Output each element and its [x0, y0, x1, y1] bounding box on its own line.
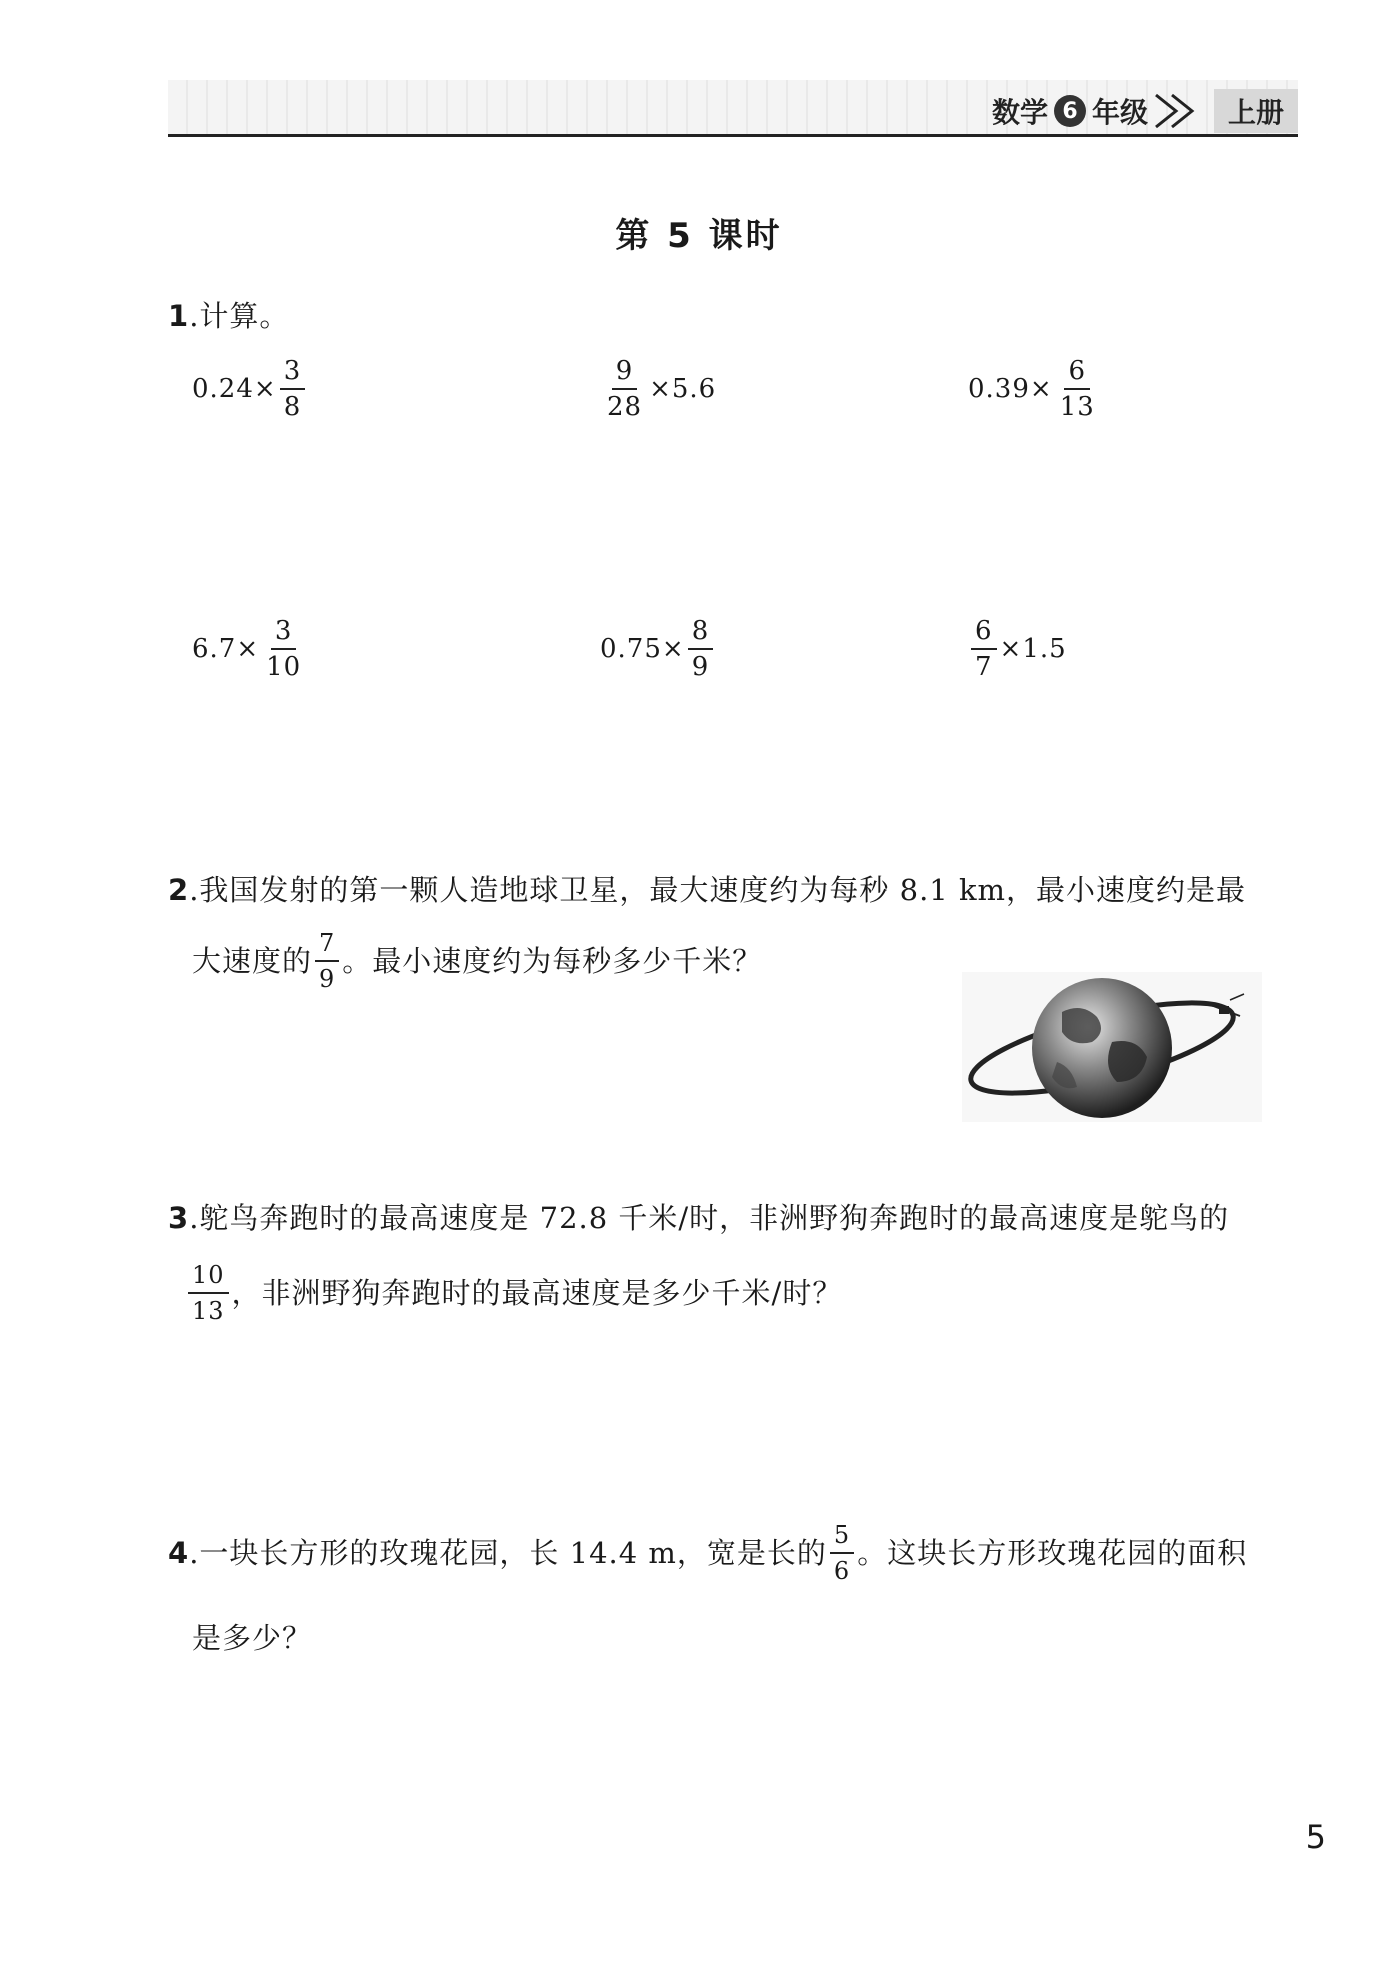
denominator: 10 [266, 652, 302, 682]
lesson-title: 第 5 课时 [615, 216, 783, 256]
book-header [992, 88, 1298, 134]
question-prompt: .计算。 [189, 299, 290, 333]
question-3-line-2 [188, 1260, 842, 1326]
denominator: 7 [975, 652, 993, 682]
calc-item-6 [968, 616, 1067, 682]
calc-item-3 [968, 356, 1102, 422]
question-text: .一块长方形的玫瑰花园，长 14.4 m，宽是长的 [189, 1536, 827, 1570]
calc-item-1 [192, 356, 308, 422]
page-number: 5 [1305, 1818, 1326, 1856]
denominator: 8 [283, 392, 302, 422]
denominator: 9 [319, 965, 336, 993]
question-number: 3 [168, 1201, 190, 1235]
question-text: 是多少？ [192, 1621, 313, 1655]
question-3-line-1 [168, 1198, 1229, 1238]
question-text: 。这块长方形玫瑰花园的面积 [857, 1536, 1248, 1570]
question-number: 2 [168, 873, 190, 907]
question-text: 大速度的 [192, 944, 313, 978]
subject-label: 数学 [991, 96, 1048, 129]
question-text: .我国发射的第一颗人造地球卫星，最大速度约为每秒 8.1 km，最小速度约是最 [189, 873, 1247, 907]
question-number: 1 [168, 299, 190, 333]
numerator: 3 [271, 616, 297, 650]
numerator: 10 [188, 1260, 229, 1294]
question-2-line-1 [168, 870, 1246, 910]
calc-item-5 [600, 616, 716, 682]
numerator: 6 [1064, 356, 1090, 390]
question-number: 4 [168, 1536, 190, 1570]
denominator: 9 [691, 652, 710, 682]
double-chevron-icon [1152, 91, 1206, 131]
volume-label: 上册 [1214, 89, 1298, 133]
fraction [603, 356, 646, 422]
question-4-line-1 [168, 1520, 1247, 1586]
fraction [262, 616, 305, 682]
grade-number-badge: 6 [1054, 95, 1086, 127]
question-text: 。最小速度约为每秒多少千米？ [342, 944, 763, 978]
denominator: 13 [1059, 392, 1095, 422]
question-2-line-2 [192, 928, 762, 994]
fraction [188, 1260, 229, 1326]
question-1-heading [168, 296, 289, 336]
question-text: ，非洲野狗奔跑时的最高速度是多少千米/时？ [231, 1276, 843, 1310]
denominator: 6 [833, 1557, 851, 1585]
expr-lead: 0.75× [600, 634, 685, 664]
numerator: 8 [688, 616, 714, 650]
expr-tail: ×5.6 [649, 374, 717, 404]
expr-lead: 6.7× [192, 634, 260, 664]
expr-tail: ×1.5 [999, 634, 1067, 664]
numerator: 9 [612, 356, 638, 390]
denominator: 28 [607, 392, 643, 422]
calc-item-4 [192, 616, 308, 682]
grade-label: 年级 [1091, 96, 1148, 129]
fraction [830, 1520, 854, 1586]
numerator: 7 [315, 928, 339, 962]
earth-satellite-illustration [962, 972, 1262, 1122]
fraction [688, 616, 714, 682]
fraction [315, 928, 339, 994]
question-4-line-2 [192, 1618, 312, 1658]
denominator: 13 [192, 1297, 225, 1325]
numerator: 5 [830, 1520, 854, 1554]
calc-item-2 [600, 356, 716, 422]
numerator: 3 [280, 356, 306, 390]
expr-lead: 0.39× [968, 374, 1053, 404]
fraction [1056, 356, 1099, 422]
expr-lead: 0.24× [192, 374, 277, 404]
question-text: .鸵鸟奔跑时的最高速度是 72.8 千米/时，非洲野狗奔跑时的最高速度是鸵鸟的 [189, 1201, 1230, 1235]
fraction [280, 356, 306, 422]
fraction [971, 616, 997, 682]
numerator: 6 [971, 616, 997, 650]
